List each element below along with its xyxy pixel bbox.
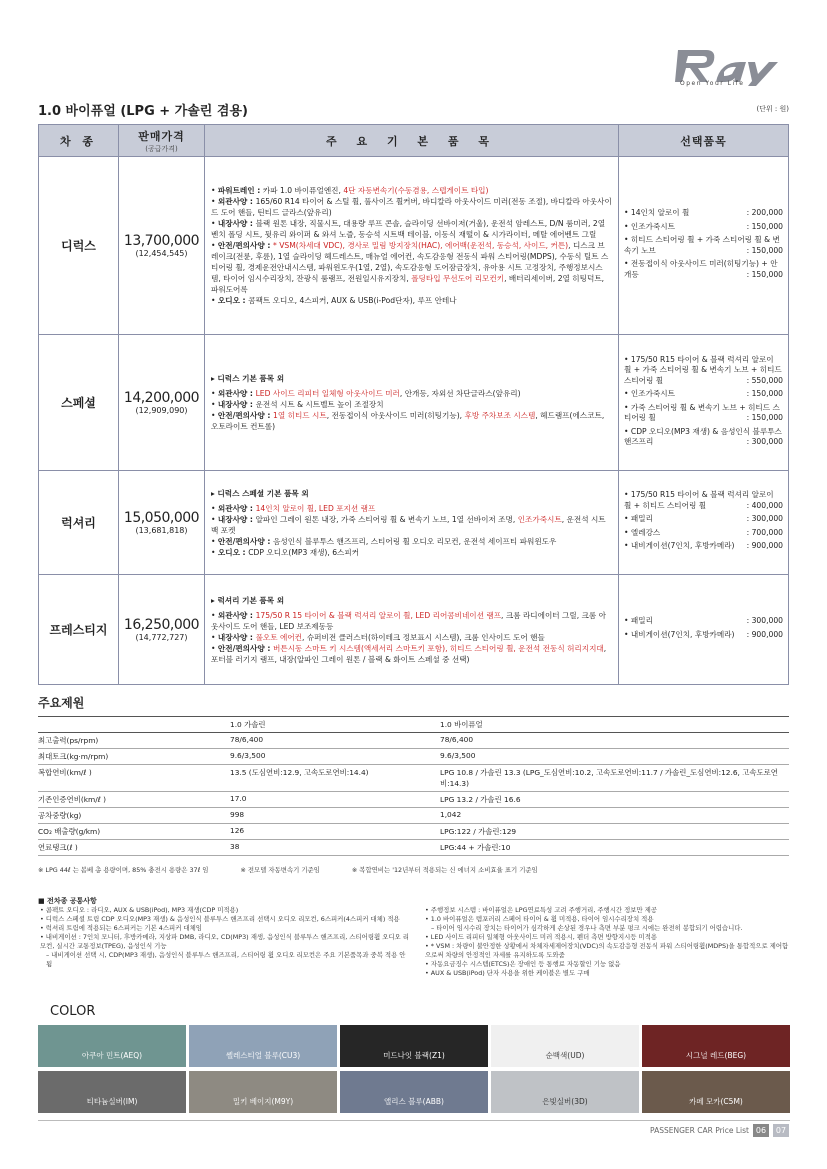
common-note: • 자동요금징수 시스템(ETCS)은 장애인 등 통행료 자동할인 기능 없음 bbox=[425, 960, 621, 968]
color-name: 카페 모카(C5M) bbox=[689, 1097, 743, 1106]
spec-gasoline: 38 bbox=[230, 840, 440, 856]
spec-header-bifuel: 1.0 바이퓨얼 bbox=[440, 717, 789, 733]
feature-list bbox=[205, 335, 619, 471]
option-item: • 175/50 R15 타이어 & 블랙 럭셔리 알로이 휠 + 히티드 스티어링 휠 : 400,000 bbox=[624, 490, 783, 510]
spec-bifuel: 1,042 bbox=[440, 808, 789, 824]
feature-item: • 외관사양 : LED 사이드 리피터 일체형 아웃사이드 미러, 안개등, 자외선 차단글라스(앞유리) bbox=[211, 388, 612, 399]
common-note: – 타이어 임시수리 장치는 타이어가 심각하게 손상된 경우나 측면 부분 펑크 시에는 완전히 봉합되기 어렵습니다. bbox=[431, 924, 743, 932]
option-price: : 900,000 bbox=[746, 629, 783, 639]
page-number-left: 06 bbox=[753, 1124, 769, 1137]
spec-note: ※ LPG 44ℓ 는 봄베 총 용량이며, 85% 충전시 용량은 37ℓ 임 bbox=[38, 866, 209, 874]
spec-label: 공차중량(kg) bbox=[38, 808, 230, 824]
color-swatch bbox=[491, 1071, 639, 1113]
option-price: : 200,000 bbox=[746, 208, 783, 217]
supply-price: (13,681,818) bbox=[135, 526, 188, 535]
feature-items bbox=[211, 388, 612, 432]
color-name: 시그널 레드(BEG) bbox=[685, 1051, 747, 1060]
page-number-right: 07 bbox=[773, 1124, 789, 1137]
option-item: • 패밀리 : 300,000 bbox=[624, 616, 783, 625]
trim-price bbox=[119, 335, 205, 471]
feature-lead: ▸ 디럭스 스페셜 기본 품목 외 bbox=[211, 488, 309, 498]
spec-note: ※ 전모델 자동변속기 기준임 bbox=[240, 866, 320, 874]
spec-label: 복합연비(km/ℓ ) bbox=[38, 765, 230, 792]
feature-item: • 외관사양 : 175/50 R 15 타이어 & 블랙 럭셔리 알로이 휠, LED 리어콤비네이션 램프, 크롬 라디에이터 그릴, 크롬 아웃사이드 도어 핸들, LED 보조제동등 bbox=[211, 610, 612, 632]
option-list bbox=[619, 575, 789, 685]
header-price: 판매가격 (공급가격) bbox=[119, 125, 205, 157]
color-swatch bbox=[642, 1025, 790, 1067]
feature-items bbox=[211, 610, 612, 665]
supply-price: (12,454,545) bbox=[135, 249, 188, 258]
common-note: • 콤팩트 오디오 : 라디오, AUX & USB(iPod), MP3 재생(CDP 미적용) bbox=[40, 906, 239, 914]
color-name: 앨리스 블루(ABB) bbox=[384, 1097, 444, 1106]
spec-title: 주요제원 bbox=[38, 696, 85, 710]
option-item: • 인조가죽시트 : 150,000 bbox=[624, 389, 783, 398]
trim-row bbox=[39, 157, 789, 335]
common-note: • 내비게이션 : 7인치 모니터, 후방카메라, 지상파 DMB, 라디오, CD(MP3) 재생, 음성인식 블루투스 핸즈프리, 스티어링휠 오디오 리모컨, 실시간 교통정보(TPEG), 음성인식 기능 bbox=[40, 933, 409, 950]
color-name: 밀키 베이지(M9Y) bbox=[232, 1097, 294, 1106]
feature-item: • 내장사양 : 알파인 그레이 원톤 내장, 가죽 스티어링 휠 & 변속기 노브, 1열 선바이저 조명, 인조가죽시트, 운전석 시트백 포켓 bbox=[211, 514, 612, 536]
option-item: • 패밀리 : 300,000 bbox=[624, 514, 783, 524]
spec-label: 연료탱크(ℓ ) bbox=[38, 840, 230, 856]
common-notes-right bbox=[425, 906, 790, 978]
spec-note: ※ 복합연비는 '12년부터 적용되는 신 에너지 소비효율 표기 기준임 bbox=[351, 866, 538, 874]
trim-price bbox=[119, 471, 205, 575]
option-list bbox=[619, 335, 789, 471]
price-value: 16,250,000 bbox=[123, 617, 200, 633]
option-price: : 900,000 bbox=[746, 541, 783, 551]
trim-price bbox=[119, 157, 205, 335]
option-price: : 400,000 bbox=[746, 500, 783, 510]
spec-bifuel: 9.6/3,500 bbox=[440, 749, 789, 765]
common-notes-left bbox=[40, 906, 410, 969]
supply-price: (12,909,090) bbox=[135, 406, 188, 415]
option-price: : 300,000 bbox=[746, 437, 783, 446]
feature-list bbox=[205, 157, 619, 335]
feature-list bbox=[205, 575, 619, 685]
feature-list bbox=[205, 471, 619, 575]
feature-item: • 안전/편의사양 : * VSM(차세대 VDC), 경사로 밀림 방지장치(HAC), 에어백(운전석, 동승석, 사이드, 커튼), 디스크 브레이크(전륜, 후륜), 1열 슬라이딩 헤드레스트, 매뉴얼 에어컨, 속도감응형 전동식 파워 스티어링(MDPS), 수동식 틸트 스티어링 휠, 경제운전안내시스템, 파워윈도우(1열, 2열), 속도감응형 도어잠금장치, 유아용 시트 고정장치, 주행정보시스템, 타이어 임시수리장치, 잔광식 룸램프, 전원일시유지장치, 폴딩타입 무선도어 리모컨키, 배터리세이버, 2열 히팅덕트, 파워도어록 bbox=[211, 240, 612, 295]
color-name: 쎌레스티얼 블루(CU3) bbox=[225, 1051, 301, 1060]
option-item: • 엘레강스 : 700,000 bbox=[624, 527, 783, 537]
common-title: ■ 전차종 공통사항 bbox=[38, 897, 97, 905]
color-name: 순백색(UD) bbox=[545, 1051, 585, 1060]
feature-item: • 안전/편의사양 : 1열 히티드 시트, 전동접이식 아웃사이드 미러(히팅기능), 후방 주차보조 시스템, 헤드램프(에스코트, 오토라이트 컨트롤) bbox=[211, 410, 612, 432]
option-price: : 550,000 bbox=[746, 375, 783, 385]
spec-gasoline: 9.6/3,500 bbox=[230, 749, 440, 765]
price-value: 14,200,000 bbox=[123, 390, 200, 406]
option-price: : 300,000 bbox=[746, 616, 783, 625]
header-features: 주 요 기 본 품 목 bbox=[205, 125, 619, 157]
spec-notes bbox=[38, 865, 789, 874]
option-list bbox=[619, 157, 789, 335]
color-swatch bbox=[491, 1025, 639, 1067]
spec-row bbox=[38, 733, 789, 749]
color-swatch bbox=[38, 1071, 186, 1113]
option-item: • 인조가죽시트 : 150,000 bbox=[624, 221, 783, 231]
trim-row bbox=[39, 471, 789, 575]
feature-item: • 파워트레인 : 카파 1.0 바이퓨얼엔진, 4단 자동변속기(수동겸용, 스텝게이트 타입) bbox=[211, 185, 612, 196]
common-note: • * VSM : 차량이 불안정한 상황에서 차체자세제어장치(VDC)의 속도감응형 전동식 파워 스티어링휠(MDPS)을 통합적으로 제어함으로써 차량의 안정적인 자세를 유지하도록 도와줌 bbox=[425, 942, 789, 959]
feature-items bbox=[211, 185, 612, 306]
footer-divider bbox=[38, 1120, 790, 1121]
spec-label: 최고출력(ps/rpm) bbox=[38, 733, 230, 749]
spec-label: 기존인증연비(km/ℓ ) bbox=[38, 792, 230, 808]
price-table bbox=[38, 124, 789, 685]
option-item: • 14인치 알로이 휠 : 200,000 bbox=[624, 208, 783, 217]
spec-row bbox=[38, 765, 789, 792]
option-price: : 150,000 bbox=[746, 389, 783, 398]
spec-label: 최대토크(kg·m/rpm) bbox=[38, 749, 230, 765]
color-swatch bbox=[38, 1025, 186, 1067]
trim-row bbox=[39, 335, 789, 471]
color-title: COLOR bbox=[50, 1004, 96, 1019]
feature-items bbox=[211, 503, 612, 558]
spec-gasoline: 13.5 (도심연비:12.9, 고속도로연비:14.4) bbox=[230, 765, 440, 792]
spec-row bbox=[38, 840, 789, 856]
spec-bifuel: LPG:44 + 가솔린:10 bbox=[440, 840, 789, 856]
option-item: • 내비게이션(7인치, 후방카메라) : 900,000 bbox=[624, 541, 783, 551]
trim-name: 럭셔리 bbox=[39, 471, 119, 575]
spec-header-gasoline: 1.0 가솔린 bbox=[230, 717, 440, 733]
trim-name: 스페셜 bbox=[39, 335, 119, 471]
spec-row bbox=[38, 824, 789, 840]
spec-row bbox=[38, 749, 789, 765]
color-name: 티타늄실버(IM) bbox=[86, 1097, 138, 1106]
price-value: 15,050,000 bbox=[123, 510, 200, 526]
common-note: • LED 사이드 리피터 일체형 아웃사이드 미러 적용시, 펜더 측면 방향지시등 미적용 bbox=[425, 933, 658, 941]
spec-gasoline: 126 bbox=[230, 824, 440, 840]
common-note: • 럭셔리 트림에 적용되는 6스피커는 기본 4스피커 대체임 bbox=[40, 924, 202, 932]
option-item: • 가죽 스티어링 휠 & 변속기 노브 + 히티드 스티어링 휠 : 150,000 bbox=[624, 402, 783, 422]
header-options: 선택품목 bbox=[619, 125, 789, 157]
color-name: 은빛실버(3D) bbox=[542, 1097, 588, 1106]
spec-label: CO₂ 배출량(g/km) bbox=[38, 824, 230, 840]
logo-tagline: Open Your Life bbox=[680, 80, 745, 87]
feature-item: • 외관사양 : 14인치 알로이 휠, LED 포지션 램프 bbox=[211, 503, 612, 514]
color-swatch bbox=[189, 1025, 337, 1067]
feature-item: • 안전/편의사양 : 음성인식 블루투스 핸즈프리, 스티어링 휠 오디오 리모컨, 운전석 세이프티 파워윈도우 bbox=[211, 536, 612, 547]
spec-header-blank bbox=[38, 717, 230, 733]
option-price: : 150,000 bbox=[746, 221, 783, 231]
option-price: : 150,000 bbox=[746, 269, 783, 279]
feature-item: • 오디오 : 콤팩트 오디오, 4스피커, AUX & USB(i-Pod단자), 루프 안테나 bbox=[211, 295, 612, 306]
option-price: : 150,000 bbox=[746, 245, 783, 255]
feature-lead: ▸ 디럭스 기본 품목 외 bbox=[211, 374, 285, 383]
spec-gasoline: 17.0 bbox=[230, 792, 440, 808]
option-item: • 히티드 스티어링 휠 + 가죽 스티어링 휠 & 변속기 노브 : 150,000 bbox=[624, 235, 783, 255]
common-note: • 주행정보 시스템 : 바이퓨얼은 LPG연료특성 고려 주행거리, 주행시간 정보만 제공 bbox=[425, 906, 658, 914]
supply-price: (14,772,727) bbox=[135, 633, 188, 642]
spec-row bbox=[38, 792, 789, 808]
trim-price bbox=[119, 575, 205, 685]
common-note: • 디럭스 스페셜 트림 CDP 오디오(MP3 재생) & 음성인식 블루투스 핸즈프리 선택시 오디오 리모컨, 6스피커(4스피커 대체) 적용 bbox=[40, 915, 400, 923]
option-price: : 150,000 bbox=[746, 413, 783, 422]
feature-item: • 내장사양 : 운전석 시트 & 시트벨트 높이 조절장치 bbox=[211, 399, 612, 410]
option-item: • 175/50 R15 타이어 & 블랙 럭셔리 알로이 휠 + 가죽 스티어링 휠 & 변속기 노브 + 히티드 스티어링 휠 : 550,000 bbox=[624, 354, 783, 385]
trim-row bbox=[39, 575, 789, 685]
page-title: 1.0 바이퓨얼 (LPG + 가솔린 겸용) bbox=[38, 104, 248, 119]
footer bbox=[650, 1124, 789, 1137]
color-swatch bbox=[340, 1025, 488, 1067]
feature-item: • 내장사양 : 블랙 원톤 내장, 직물시트, 대용량 루프 콘솔, 슬라이딩 선바이저(거울), 운전석 암레스트, D/N 룸미러, 2열 벤치 폴딩 시트, 뒷유리 와이퍼 & 와셔 노즐, 동승석 시트백 테이블, 이동식 재떨이 & 시가라이터, 메탈 에어벤트 그릴 bbox=[211, 218, 612, 240]
price-value: 13,700,000 bbox=[123, 233, 200, 249]
spec-bifuel: LPG:122 / 가솔린:129 bbox=[440, 824, 789, 840]
color-name: 미드나잇 블랙(Z1) bbox=[383, 1051, 445, 1060]
footer-label: PASSENGER CAR Price List bbox=[650, 1126, 749, 1135]
feature-lead: ▸ 럭셔리 기본 품목 외 bbox=[211, 595, 285, 605]
feature-item: • 외관사양 : 165/60 R14 타이어 & 스틸 휠, 풀사이즈 휠커버, 바디칼라 아웃사이드 미러(전동 조절), 바디칼라 아웃사이드 도어 핸들, 틴티드 글라스(앞유리) bbox=[211, 196, 612, 218]
spec-gasoline: 78/6,400 bbox=[230, 733, 440, 749]
option-item: • 전동접이식 아웃사이드 미러(히팅기능) + 안개등 : 150,000 bbox=[624, 259, 783, 279]
spec-row bbox=[38, 808, 789, 824]
feature-item: • 내장사양 : 풀오토 에어컨, 슈퍼비전 클러스터(하이테크 정보표시 시스템), 크롬 인사이드 도어 핸들 bbox=[211, 632, 612, 643]
trim-name: 프레스티지 bbox=[39, 575, 119, 685]
spec-table bbox=[38, 716, 789, 856]
unit-label: (단위 : 원) bbox=[756, 105, 789, 113]
color-swatch bbox=[189, 1071, 337, 1113]
trim-name: 디럭스 bbox=[39, 157, 119, 335]
color-name: 아쿠아 민트(AEQ) bbox=[81, 1051, 143, 1060]
common-note: • AUX & USB(iPod) 단자 사용을 위한 케이블은 별도 구매 bbox=[425, 969, 590, 977]
color-swatch bbox=[340, 1071, 488, 1113]
spec-bifuel: LPG 13.2 / 가솔린 16.6 bbox=[440, 792, 789, 808]
option-price: : 300,000 bbox=[746, 514, 783, 524]
spec-bifuel: 78/6,400 bbox=[440, 733, 789, 749]
option-item: • CDP 오디오(MP3 재생) & 음성인식 블루투스 핸즈프리 : 300,000 bbox=[624, 426, 783, 446]
color-swatch bbox=[642, 1071, 790, 1113]
option-item: • 내비게이션(7인치, 후방카메라) : 900,000 bbox=[624, 629, 783, 639]
option-price: : 700,000 bbox=[746, 527, 783, 537]
spec-bifuel: LPG 10.8 / 가솔린 13.3 (LPG_도심연비:10.2, 고속도로연비:11.7 / 가솔린_도심연비:12.6, 고속도로연비:14.3) bbox=[440, 765, 789, 792]
feature-item: • 안전/편의사양 : 버튼시동 스마트 키 시스템(액세서리 스마트키 포함), 히티드 스티어링 휠, 운전석 전동식 허리지지대, 포터블 러기지 램프, 내장(알파인 그레이 원톤 / 블랙 & 화이트 스페셜 중 선택) bbox=[211, 643, 612, 665]
common-note: • 1.0 바이퓨얼은 템포러리 스페어 타이어 & 휠 미적용, 타이어 임시수리장치 적용 bbox=[425, 915, 654, 923]
common-note: – 내비게이션 선택 시, CDP(MP3 재생), 음성인식 블루투스 핸즈프리, 스티어링 휠 오디오 리모컨은 주요 기본품목과 중복 적용 안됨 bbox=[46, 951, 406, 968]
spec-gasoline: 998 bbox=[230, 808, 440, 824]
header-trim: 차 종 bbox=[39, 125, 119, 157]
feature-item: • 오디오 : CDP 오디오(MP3 재생), 6스피커 bbox=[211, 547, 612, 558]
option-list bbox=[619, 471, 789, 575]
